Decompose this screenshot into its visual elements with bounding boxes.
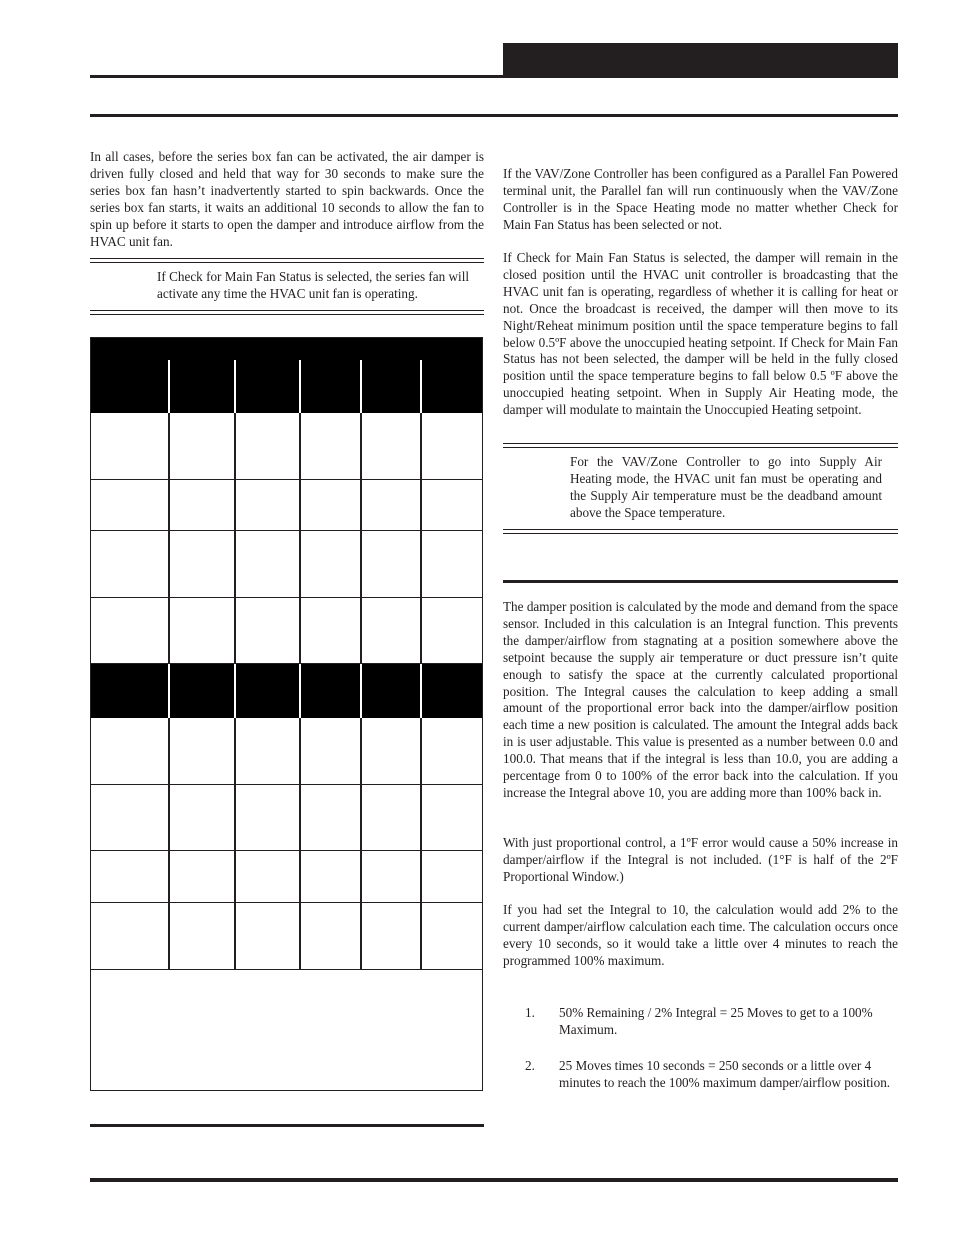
parallel-fan-paragraph: If the VAV/Zone Controller has been configured as a Parallel Fan Powered terminal unit, the Parallel fan will run continuously when the VAV/Zone Controller is in the Space Heating mode no matter whether Check for Main Fan Status has been selected or not. [503, 166, 898, 232]
list-item-number: 2. [525, 1058, 535, 1073]
header-cell [170, 664, 236, 718]
left-note-top-rule [90, 258, 484, 259]
header-cell [170, 360, 236, 413]
right-note-bottom-rule [503, 529, 898, 530]
header-cell [301, 360, 362, 413]
header-cell [236, 664, 301, 718]
header-cell [91, 664, 170, 718]
footer-rule [90, 1178, 898, 1182]
intro-paragraph: In all cases, before the series box fan can be activated, the air damper is driven fully closed and held that way for 30 seconds to make sure the series box fan hasn’t inadvertently started to spin backwards. Once the series box fan starts, it waits an additional 10 seconds to allow the fan to spin up before it starts to open the damper and introduce airflow from the HVAC unit fan. [90, 149, 484, 249]
main-fan-status-paragraph: If Check for Main Fan Status is selected, the damper will remain in the closed position until the HVAC unit controller is broadcasting that the HVAC unit fan is operating, regardless of whether it is calling for heat or not. Once the broadcast is received, the damper will then move to its Night/Reheat minimum position until the space temperature begins to fall below 0.5ºF above the unoccupied heating setpoint. If Check for Main Fan Status has not been selected, the damper will be held in the fully closed position until the space temperature begins to fall below 0.5 ºF above the unoccupied heating setpoint. When in Supply Air Heating mode, the damper will modulate to maintain the Unoccupied Heating setpoint. [503, 250, 898, 418]
left-bottom-rule [90, 1124, 484, 1127]
left-note-bottom-rule [90, 310, 484, 311]
header-second-rule [90, 114, 898, 117]
right-note-bottom-rule-2 [503, 533, 898, 534]
list-item-text: 50% Remaining / 2% Integral = 25 Moves to get to a 100% Maximum. [559, 1005, 873, 1037]
left-note-text: If Check for Main Fan Status is selected, the series fan will activate any time the HVAC unit fan is operating. [157, 269, 470, 301]
header-cell [422, 664, 482, 718]
header-cell [362, 360, 422, 413]
header-cell [362, 664, 422, 718]
table-title-bar [91, 338, 482, 360]
table-header-row [91, 664, 482, 718]
list-item-number: 1. [525, 1005, 535, 1020]
table-footnote-area [91, 970, 482, 1090]
left-note-top-rule-2 [90, 262, 484, 263]
damper-position-paragraph: The damper position is calculated by the mode and demand from the space sensor. Included in this calculation is an Integral function. This prevents the damper/airflow from stagnating at a position somewhere above the setpoint because the supply air temperature or duct pressure isn’t quite enough to satisfy the space at the currently calculated proportional position. The Integral causes the calculation to keep adding a small amount of the proportional error back into the damper/airflow position each time a new position is calculated. The amount the Integral adds back in is user adjustable. This value is presented as a number between 0.0 and 100.0. That means that if the integral is less than 10.0, you are adding a percentage from 0 to 100% of the error back into the calculation. If you increase the Integral above 10, you are adding more than 100% back in. [503, 599, 898, 800]
right-note-top-rule [503, 443, 898, 444]
right-note-top-rule-2 [503, 447, 898, 448]
proportional-control-paragraph: With just proportional control, a 1ºF error would cause a 50% increase in damper/airflow if the Integral is not included. (1°F is half of the 2ºF Proportional Window.) [503, 835, 898, 884]
fan-mode-table [90, 337, 483, 1091]
integral-paragraph: If you had set the Integral to 10, the calculation would add 2% to the current damper/airflow calculation each time. The calculation occurs once every 10 seconds, so it would take a little over 4 minutes to reach the programmed 100% maximum. [503, 902, 898, 968]
table-header-row [91, 360, 482, 413]
header-cell [236, 360, 301, 413]
header-top-rule [90, 75, 504, 78]
header-black-bar [503, 43, 898, 78]
right-note-text: For the VAV/Zone Controller to go into Supply Air Heating mode, the HVAC unit fan must be operating and the Supply Air temperature must be the deadband amount above the Space temperature. [570, 454, 882, 520]
section-divider-rule [503, 580, 898, 583]
left-note-bottom-rule-2 [90, 314, 484, 315]
header-cell [301, 664, 362, 718]
header-cell [422, 360, 482, 413]
list-item-text: 25 Moves times 10 seconds = 250 seconds or a little over 4 minutes to reach the 100% maximum damper/airflow position. [559, 1058, 891, 1090]
header-cell [91, 360, 170, 413]
